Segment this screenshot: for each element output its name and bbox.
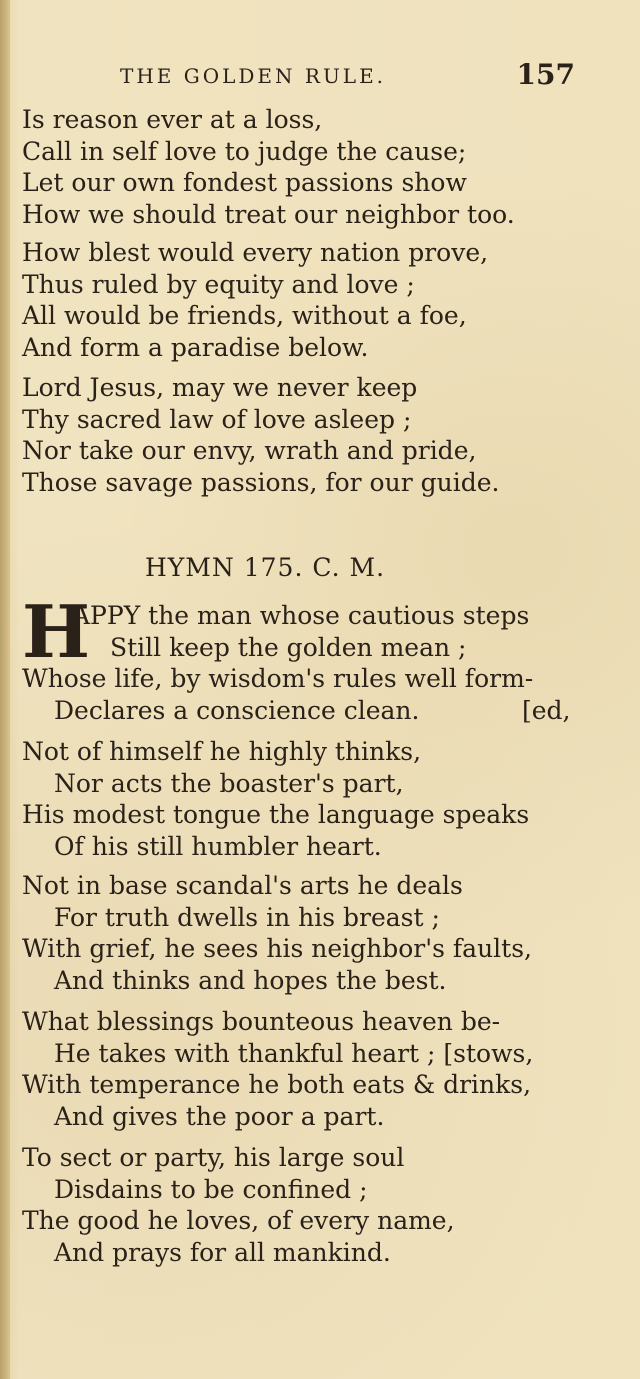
verse-line: Disdains to be confined ; xyxy=(54,1174,368,1204)
running-head: THE GOLDEN RULE. xyxy=(120,64,387,88)
page-header xyxy=(120,58,575,94)
verse-line: Those savage passions, for our guide. xyxy=(22,467,500,497)
verse-line: With grief, he sees his neighbor's faults, xyxy=(22,934,532,963)
verse-line: To sect or party, his large soul xyxy=(22,1143,405,1172)
verse-line: What blessings bounteous heaven be- xyxy=(22,1007,501,1036)
verse-line: And prays for all mankind. xyxy=(54,1237,391,1267)
verse-line: Lord Jesus, may we never keep xyxy=(22,373,418,402)
verse-line: How blest would every nation prove, xyxy=(22,238,489,267)
verse-line: Not of himself he highly thinks, xyxy=(22,737,422,766)
verse-line: APPY the man whose cautious steps xyxy=(72,601,530,630)
verse-line: Declares a conscience clean. xyxy=(54,695,420,725)
drop-cap: H xyxy=(22,589,91,674)
verse-line: Is reason ever at a loss, xyxy=(22,105,323,134)
page-number: 157 xyxy=(516,58,575,91)
stanza xyxy=(22,1006,612,1132)
verse-line: Thus ruled by equity and love ; xyxy=(22,269,415,299)
verse-line: Still keep the golden mean ; xyxy=(110,632,467,662)
verse-line: Of his still humbler heart. xyxy=(54,831,382,861)
verse-line: Let our own fondest passions show xyxy=(22,168,467,197)
verse-line: All would be friends, without a foe, xyxy=(22,301,467,330)
stanza xyxy=(22,1142,612,1268)
verse-line: Call in self love to judge the cause; xyxy=(22,136,467,166)
carry-over-text: [ed, xyxy=(522,695,571,725)
hymn-title: HYMN 175. C. M. xyxy=(145,553,386,582)
stanza xyxy=(22,104,612,230)
verse-line: Whose life, by wisdom's rules well form- xyxy=(22,664,534,693)
verse-line: And gives the poor a part. xyxy=(54,1101,385,1131)
stanza xyxy=(22,237,612,363)
verse-line: The good he loves, of every name, xyxy=(22,1206,455,1235)
verse-line: And thinks and hopes the best. xyxy=(54,965,447,995)
stanza xyxy=(22,372,612,498)
stanza xyxy=(22,870,612,996)
verse-line: And form a paradise below. xyxy=(22,332,369,362)
verse-line: Thy sacred law of love asleep ; xyxy=(22,404,412,434)
stanza xyxy=(22,736,612,862)
verse-line: His modest tongue the language speaks xyxy=(22,800,530,829)
binding-edge xyxy=(0,0,10,1379)
verse-line: For truth dwells in his breast ; xyxy=(54,902,440,932)
verse-line: Nor acts the boaster's part, xyxy=(54,768,404,798)
verse-line: Nor take our envy, wrath and pride, xyxy=(22,436,477,465)
verse-line: How we should treat our neighbor too. xyxy=(22,199,515,229)
verse-line: With temperance he both eats & drinks, xyxy=(22,1070,532,1099)
verse-line: Not in base scandal's arts he deals xyxy=(22,871,463,900)
verse-line: He takes with thankful heart ; [stows, xyxy=(54,1038,534,1068)
